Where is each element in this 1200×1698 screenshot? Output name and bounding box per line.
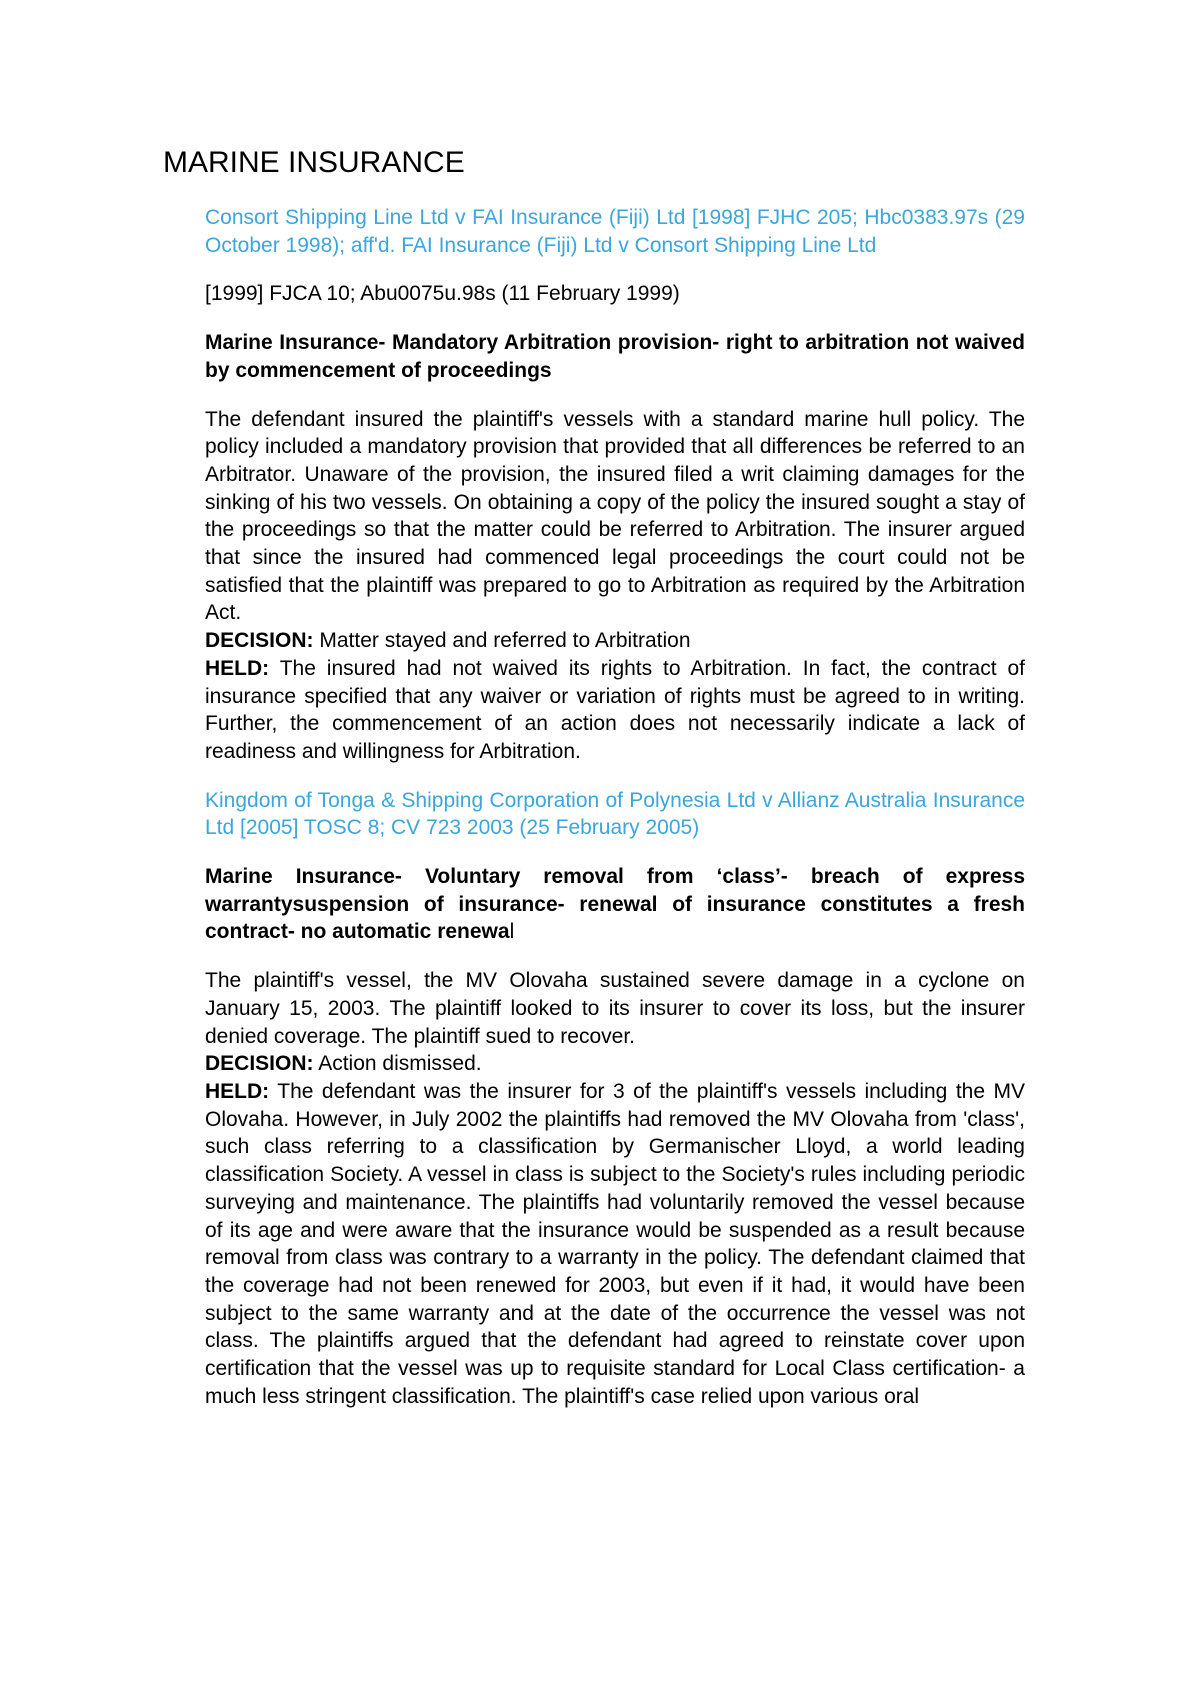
case-2-citation: Kingdom of Tonga & Shipping Corporation of Polynesia Ltd v Allianz Australia Insurance Ltd [2005] TOSC 8; CV 723 2003 (25 February 2005): [205, 788, 1025, 840]
case-1-decision-label: DECISION:: [205, 629, 314, 653]
case-1-decision: [205, 627, 1025, 655]
case-2-heading-tail: l: [509, 920, 515, 944]
page-title: MARINE INSURANCE: [163, 146, 465, 179]
case-2-decision: [205, 1050, 1025, 1078]
case-1-citation-extra: [1999] FJCA 10; Abu0075u.98s (11 February 1999): [205, 282, 680, 306]
case-2-facts: The plaintiff's vessel, the MV Olovaha sustained severe damage in a cyclone on January 15, 2003. The plaintiff looked to its insurer to cover its loss, but the insurer denied coverage. The plaintiff sued to recover.: [205, 969, 1025, 1048]
case-1-held-label: HELD:: [205, 656, 270, 680]
case-2-heading: [205, 863, 1025, 946]
case-2-held-text: The defendant was the insurer for 3 of the plaintiff's vessels including the MV Olovaha. However, in July 2002 the plaintiffs had removed the MV Olovaha from 'class', such class referring to a classification by Germanischer Lloyd, a world leading classification Society. A vessel in class is subject to the Society's rules including periodic surveying and maintenance. The plaintiffs had voluntarily removed the vessel because of its age and were aware that the insurance would be suspended as a result because removal from class was contrary to a warranty in the policy. The defendant claimed that the coverage had not been renewed for 2003, but even if it had, it would have been subject to the same warranty and at the date of the occurrence the vessel was not class. The plaintiffs argued that the defendant had agreed to reinstate cover upon certification that the vessel was up to requisite standard for Local Class certification- a much less stringent classification. The plaintiff's case relied upon various oral: [205, 1079, 1025, 1408]
case-1-decision-text: Matter stayed and referred to Arbitration: [313, 629, 691, 653]
case-2-decision-label: DECISION:: [205, 1052, 314, 1076]
case-2-decision-text: Action dismissed.: [313, 1052, 482, 1076]
case-2-held-label: HELD:: [205, 1079, 270, 1103]
case-1-held-text: The insured had not waived its rights to Arbitration. In fact, the contract of insurance specified that any waiver or variation of rights must be agreed to in writing. Further, the commencement of an action does not necessarily indicate a lack of readiness and willingness for Arbitration.: [205, 656, 1025, 763]
case-2-heading-lead: Marine Insurance- Voluntary removal from ‘class’- breach of express warrantysuspension of insurance- renewal of insurance constitutes a fresh contract- no automatic renewa: [205, 865, 1025, 944]
case-1-facts: The defendant insured the plaintiff's vessels with a standard marine hull policy. The policy included a mandatory provision that provided that all differences be referred to an Arbitrator. Unaware of the provision, the insured filed a writ claiming damages for the sinking of his two vessels. On obtaining a copy of the policy the insured sought a stay of the proceedings so that the matter could be referred to Arbitration. The insurer argued that since the insured had commenced legal proceedings the court could not be satisfied that the plaintiff was prepared to go to Arbitration as required by the Arbitration Act.: [205, 407, 1025, 625]
case-2-held: [205, 1078, 1025, 1410]
case-1-citation: Consort Shipping Line Ltd v FAI Insurance (Fiji) Ltd [1998] FJHC 205; Hbc0383.97s (29 October 1998); aff'd. FAI Insurance (Fiji) Ltd v Consort Shipping Line Ltd: [205, 206, 1025, 257]
case-1-heading: Marine Insurance- Mandatory Arbitration provision- right to arbitration not waived by commencement of proceedings: [205, 331, 1025, 382]
case-1-held: [205, 655, 1025, 766]
document-body: [205, 204, 1025, 1410]
